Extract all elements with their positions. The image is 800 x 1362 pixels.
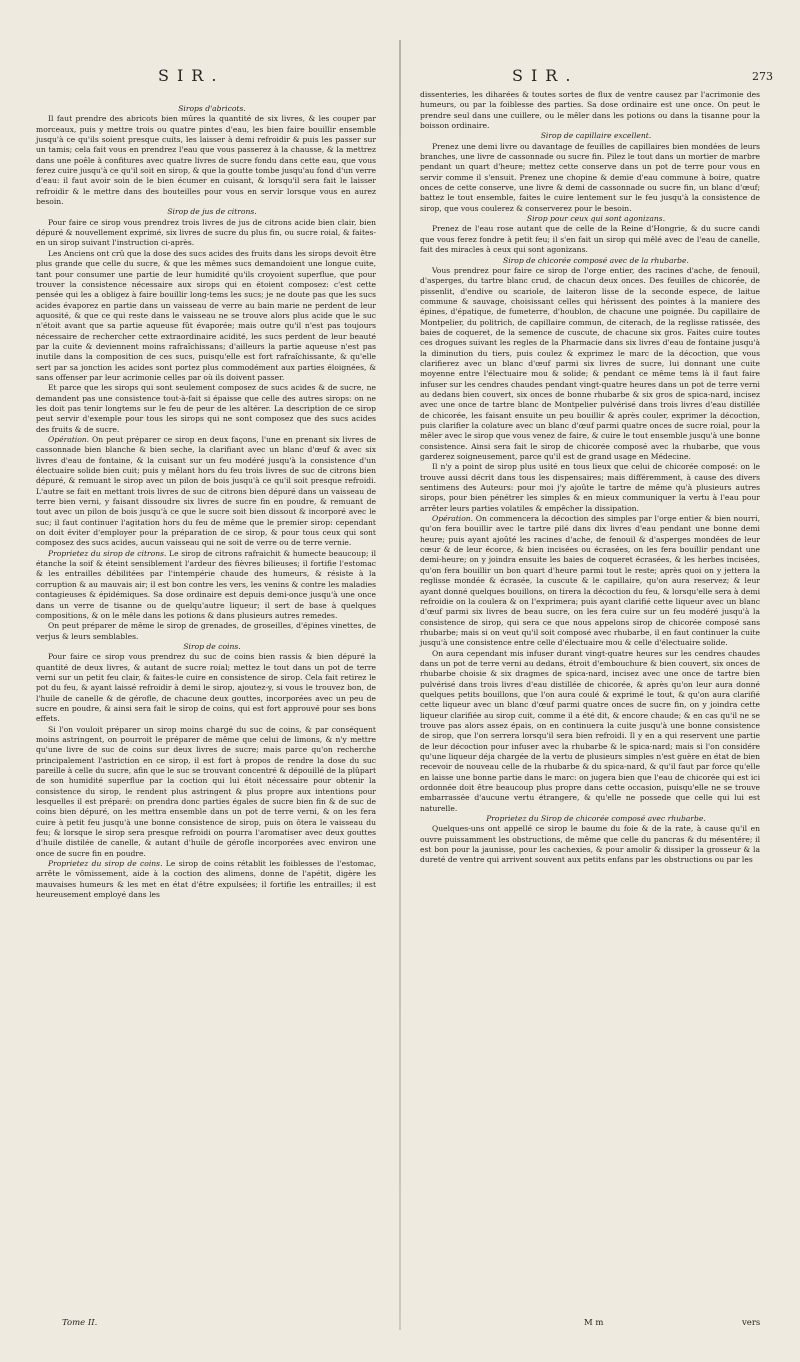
left-running-head: SIR. — [158, 66, 225, 85]
paragraph-text: Il faut prendre des abricots bien mûres la quantité de six livres, & les couper par morceaux, puis y mettre trois ou quatre pintes d'eau, les bien faire bouillir ensemble jusqu'à ce qu'ils soient presque cuits, les laisser à demi refroidir & puis les passer sur un tamis; cela fait vous en prendrez l'eau que vous passerez à la chausse, & la mettrez dans une poêle à confitures avec quatre livres de sucre fondu dans cette eau, que vous ferez cuire jusqu'à ce qu'il soit en sirop, & que la goutte tombe jusqu'au fond d'un verre d'eau: il faut avoir soin de le bien écumer en cuisant, & lorsqu'il sera fait le laisser refroidir & le mettre dans des bouteilles pour vous en servir lorsque vous en aurez besoin. — [36, 114, 376, 207]
paragraph-text: Les Anciens ont crû que la dose des sucs acides des fruits dans les sirops devoit être plus grande que celle du sucre, & que les mêmes sucs demandoient une longue cuite, tant pour consumer une partie de leur humidité qu'ils croyoient superflue, que pour trouver la consistence nécessaire aux sirops qui en étoient composez: c'est cette pensée qui les a obligez à faire bouillir long-tems les sucs; je ne doute pas que les sucs acides évaporez en partie dans un vaisseau de verre au bain marie ne perdent de leur aquosité, & que ce qui reste dans le vaisseau ne se trouve alors plus acide que le suc n'étoit avant que sa partie aqueuse fût évaporée; mais outre qu'il n'est pas toujours nécessaire de rechercher cette extraordinaire acidité, les sucs perdent de leur beauté par la cuite & deviennent moins rafraîchissans; d'ailleurs la partie aqueuse n'est pas inutile dans la composition de ces sucs, puisqu'elle est fort rafraîchissante, & qu'elle sert par sa jonction les acides sont portez plus commodément aux parties éloignées, & sans offenser par leur acrimonie celles par où ils doivent passer. — [36, 248, 376, 382]
paragraph-text: Pour faire ce sirop vous prendrez du suc de coins bien rassis & bien dépuré la quantité de deux livres, & autant de sucre roial; mettez le tout dans un pot de terre verni sur un petit feu clair, & faites-le cuire en consistence de sirop. Cela fait retirez le pot du feu, & ayant laissé refroidir à demi le sirop, ajoutez-y, si vous le trouvez bon, de l'huile de canelle & de gérofle, de chacune deux gouttes, incorporées avec un peu de sucre en poudre, & ainsi sera fait le sirop de coins, qui est fort approuvé pour ses bons effets. — [36, 652, 376, 724]
paragraph-text: Le sirop de coins rétablit les foiblesses de l'estomac, arrête le vômissement, aide à la coction des alimens, donne de l'apétit, digère les mauvaises humeurs & les met en état d'être expulsées; il fortifie les entrailles; il est heureusement employé dans les — [36, 859, 376, 900]
paragraph — [36, 218, 376, 249]
paragraph — [420, 462, 760, 514]
paragraph — [36, 549, 376, 621]
paragraph — [420, 90, 760, 131]
section-heading: Sirop de jus de citrons. — [167, 207, 257, 217]
paragraph-text: Il n'y a point de sirop plus usité en tous lieux que celui de chicorée composé: on le trouve aussi décrit dans tous les dispensaires; mais différemment, à cause des divers sentimens des Auteurs: pour moi j'y ajoûte le tartre de même qu'à plusieurs autres sirops, pour bien pénétrer les simples & en mieux communiquer la vertu à l'eau pour arrêter leurs parties volatiles & empêcher la dissipation. — [420, 462, 760, 513]
paragraph — [36, 859, 376, 900]
page-number: 273 — [752, 70, 773, 83]
paragraph — [36, 621, 376, 642]
paragraph — [36, 725, 376, 859]
book-gutter — [399, 40, 401, 1330]
paragraph-text: On peut préparer de même le sirop de grenades, de groseilles, d'épines vinettes, de verjus & leurs semblables. — [36, 621, 376, 641]
paragraph-text: On commencera la décoction des simples par l'orge entier & bien nourri, qu'on fera bouillir avec le tartre pilé dans dix livres d'eau pendant une bonne demi heure; puis ayant ajoûté les racines d'ache, de fenouil & d'asperges mondées de leur cœur & de leur écorce, & bien incisées ou écrasées, on les fera bouillir pendant une demi-heure; on y joindra ensuite les baies de coqueret écrasées, & les herbes incisées, qu'on fera bouillir un bon quart d'heure parmi tout le reste; après quoi on y jettera la reglisse mondée & écrasée, la cuscute & le capillaire, qu'on aura reservez; & leur ayant donné quelques bouillons, on tirera la décoction du feu, & lorsqu'elle sera à demi refroidie on la coulera & on l'exprimera; puis ayant clarifié cette liqueur avec un blanc d'œuf parmi six livres de beau sucre, on les fera cuire sur un feu modéré jusqu'à la consistence de sirop, qui sera ce que nous appelons sirop de chicorée composé sans rhubarbe; mais si on veut qu'il soit composé avec rhubarbe, il en faut continuer la cuite jusqu'à une consistence entre celle d'électuaire mou & celle d'électuaire solide. — [420, 514, 760, 648]
paragraph — [420, 224, 760, 255]
section-heading: Sirop de capillaire excellent. — [540, 131, 652, 141]
paragraph-text: Prenez une demi livre ou davantage de feuilles de capillaires bien mondées de leurs branches, une livre de cassonnade ou sucre fin. Pilez le tout dans un mortier de marbre pendant un quart d'heure; mettez cette conserve dans un pot de terre pour vous en servir comme il s'ensuit. Prenez une chopine & demie d'eau commune à boire, quatre onces de cette conserve, une livre & demi de cassonnade ou sucre fin, un blanc d'œuf; battez le tout ensemble, faites le cuire lentement sur le feu jusqu'à la consistence de sirop, que vous coulerez & conserverez pour le besoin. — [420, 141, 760, 213]
paragraph — [36, 652, 376, 724]
catchword: vers — [742, 1318, 761, 1328]
paragraph-text: On aura cependant mis infuser durant vingt-quatre heures sur les cendres chaudes dans un pot de terre verni au dedans, étroit d'embouchure & bien couvert, six onces de rhubarbe choisie & six dragmes de spica-nard, incisez avec une once de tartre bien pulvérisé dans trois livres d'eau distillée de chicorée, & après qu'on leur aura donné quelques petits bouillons, que l'on aura coulé & exprimé le tout, & qu'on aura clarifié cette liqueur avec un blanc d'œuf parmi quatre onces de sucre fin, on y joindra cette liqueur clarifiée au sirop cuit, comme il a été dit, & encore chaude; & en cas qu'il ne se trouve pas alors assez épais, on en continuera la cuite jusqu'à une bonne consistence de sirop, que l'on serrera lorsqu'il sera bien refroidi. Il y en a qui reservent une partie de leur décoction pour infuser avec la rhubarbe & le spica-nard; mais si l'on considére qu'une liqueur déja chargée de la vertu de plusieurs simples n'est guère en état de bien recevoir de nouveau celle de la rhubarbe & du spica-nard, & qu'il faut par force qu'elle en laisse une bonne partie dans le marc: on jugera bien que l'eau de chicorée qui est ici ordonnée doit être beaucoup plus propre dans cette occasion, puisqu'elle ne se trouve embarrassée d'aucune vertu étrangere, & qu'elle ne possede que celle qui lui est naturelle. — [420, 648, 760, 813]
paragraph-text: Si l'on vouloit préparer un sirop moins chargé du suc de coins, & par conséquent moins astringent, on pourroit le préparer de même que celui de limons, & n'y mettre qu'une livre de suc de coins sur deux livres de sucre; mais parce qu'on recherche principalement l'astriction en ce sirop, il est fort à propos de rendre la dose du suc pareille à celle du sucre, afin que le suc se trouvant concentré & dépouillé de la plûpart de son humidité superflue par la coction qui lui étoit nécessaire pour obtenir la consistence du sirop, le rendent plus astringent & plus propre aux intentions pour lesquelles il est préparé: on prendra donc parties égales de sucre bien fin & de suc de coins bien dépuré, on les mettra ensemble dans un pot de terre verni, & on les fera cuire à petit feu jusqu'à une bonne consistence de sirop, puis on ôtera le vaisseau du feu; & lorsque le sirop sera presque refroidi on pourra l'aromatiser avec deux gouttes d'huile distilée de canelle, & autant d'huile de gérofle incorporées avec environ une once de sucre fin en poudre. — [36, 724, 376, 858]
right-text-column — [420, 90, 760, 866]
paragraph — [36, 114, 376, 207]
paragraph-label: Proprietez du sirop de citrons. — [48, 548, 167, 558]
paragraph-text: On peut préparer ce sirop en deux façons, l'une en prenant six livres de cassonnade bien blanche & bien seche, la clarifiant avec un blanc d'œuf & avec six livres d'eau de fontaine, & la cuisant sur un feu modéré jusqu'à la consistence d'un électuaire solide bien cuit; puis y mêlant hors du feu trois livres de suc de citrons bien dépuré, & remuant le sirop avec un pilon de bois jusqu'à ce qu'il soit presque refroidi. L'autre se fait en mettant trois livres de suc de citrons bien dépuré dans un vaisseau de terre bien verni, y faisant dissoudre six livres de sucre fin en poudre, & remuant de tout avec un pilon de bois jusqu'à ce que le sucre soit bien dissout & incorporé avec le suc; il faut continuer l'agitation hors du feu de même que le premier sirop: cependant on doit éviter d'employer pour la préparation de ce sirop, & pour tous ceux qui sont composez des sucs acides, aucun vaisseau qui ne soit de verre ou de terre vernie. — [36, 435, 376, 548]
section-heading: Proprietez du Sirop de chicorée composé avec rhubarbe. — [486, 814, 706, 824]
paragraph — [420, 824, 760, 865]
section-heading: Sirop de coins. — [183, 641, 241, 651]
paragraph — [36, 435, 376, 549]
paragraph — [420, 649, 760, 815]
paragraph — [420, 142, 760, 214]
section-heading: Sirop de chicorée composé avec de la rhubarbe. — [503, 255, 689, 265]
paragraph — [36, 249, 376, 383]
paragraph-text: Quelques-uns ont appellé ce sirop le baume du foie & de la rate, à cause qu'il en ouvre puissamment les obstructions, de même que celle du pancras & du mésentére; il est bon pour la jaunisse, pour les cachexies, & pour amolir & dissiper la grosseur & la dureté de ventre qui arrivent souvent aux petits enfans par les obstructions ou par les — [420, 824, 760, 865]
paragraph-text: Vous prendrez pour faire ce sirop de l'orge entier, des racines d'ache, de fenouil, d'asperges, du tartre blanc crud, de chacun deux onces. Des feuilles de chicorée, de pissenlit, d'endive ou scariole, de laiteron lisse de la seconde espece, de laitue commune & sauvage, choisissant celles qui hérissent des pointes à la maniere des épines, d'épatique, de fumeterre, d'houblon, de chacune une poignée. Du capillaire de Montpelier, du politrich, de capillaire commun, de citerach, de la reglisse ratissée, des baies de coqueret, de la semence de cuscute, de chacune six gros. Faites cuire toutes ces drogues suivant les regles de la Pharmacie dans six livres d'eau de fontaine jusqu'à la diminution du tiers, puis coulez & exprimez le marc de la décoction, que vous clarifierez avec un blanc d'œuf parmi six livres de sucre, lui donnant une cuite moyenne entre l'électuaire mou & solide; & pendant ce même tems là il faut faire infuser sur les cendres chaudes pendant vingt-quatre heures dans un pot de terre verni au dedans bien couvert, six onces de bonne rhubarbe & six gros de spica-nard, incisez avec une once de tartre blanc de Montpelier pulvérisé dans trois livres d'eau distillée de chicorée, les faisant ensuite un peu bouillir & après couler, exprimer la décoction, puis clarifier la colature avec un blanc d'œuf parmi quatre onces de sucre roial, pour la mêler avec le sirop que vous venez de faire, & cuire le tout ensemble jusqu'à une bonne consistence. Ainsi sera fait le sirop de chicorée composé avec la rhubarbe, que vous garderez soigneusement, parce qu'il est de grand usage en Médecine. — [420, 265, 760, 462]
paragraph-text: Pour faire ce sirop vous prendrez trois livres de jus de citrons acide bien clair, bien dépuré & nouvellement exprimé, six livres de sucre du plus fin, ou sucre roial, & faites-en un sirop suivant l'instruction ci-après. — [36, 217, 376, 248]
paragraph-text: dissenteries, les diharées & toutes sortes de flux de ventre causez par l'acrimonie des humeurs, ou par la foiblesse des parties. Sa dose ordinaire est une once. On peut le prendre seul dans une cuillere, ou le mêler dans les potions ou dans la tisanne pour la boisson ordinaire. — [420, 90, 760, 131]
paragraph — [420, 514, 760, 648]
paragraph-label: Opération. — [432, 514, 474, 524]
volume-footer: Tome II. — [62, 1318, 98, 1328]
paragraph-text: Prenez de l'eau rose autant que de celle de la Reine d'Hongrie, & du sucre candi que vous ferez fondre à petit feu; il s'en fait un sirop qui mêlé avec de l'eau de canelle, fait des miracles à ceux qui sont agonizans. — [420, 224, 760, 255]
right-running-head: SIR. — [512, 66, 579, 85]
section-heading: Sirops d'abricots. — [178, 104, 246, 113]
section-heading: Sirop pour ceux qui sont agonizans. — [526, 214, 666, 224]
paragraph-text: Le sirop de citrons rafraichit & humecte beaucoup; il étanche la soif & éteint sensiblement l'ardeur des fièvres bilieuses; il fortifie l'estomac & les entrailles débilitées par l'intempérie chaude des humeurs, & résiste à la corruption & au mauvais air; il est bon contre les vers, les venins & contre les maladies contagieuses & épidémiques. Sa dose ordinaire est depuis demi-once jusqu'à une once dans un verre de tisanne ou de quelqu'autre liqueur; il sert de base à quelques compositions, & on le mêle dans les potions & dans plusieurs autres remedes. — [36, 548, 376, 620]
signature-mark: M m — [584, 1318, 604, 1328]
paragraph — [36, 383, 376, 435]
paragraph-label: Proprietez du sirop de coins. — [48, 859, 163, 869]
paragraph — [420, 266, 760, 463]
left-text-column — [36, 96, 376, 900]
paragraph-label: Opération. — [48, 435, 90, 444]
paragraph-text: Et parce que les sirops qui sont seulement composez de sucs acides & de sucre, ne demandent pas une consistence tout-à-fait si épaisse que celle des autres sirops: on ne les doit pas tenir longtems sur le feu de peur de les altérer. La description de ce sirop peut servir d'exemple pour tous les sirops qui ne sont composez que des sucs acides des fruits & de sucre. — [36, 383, 376, 434]
